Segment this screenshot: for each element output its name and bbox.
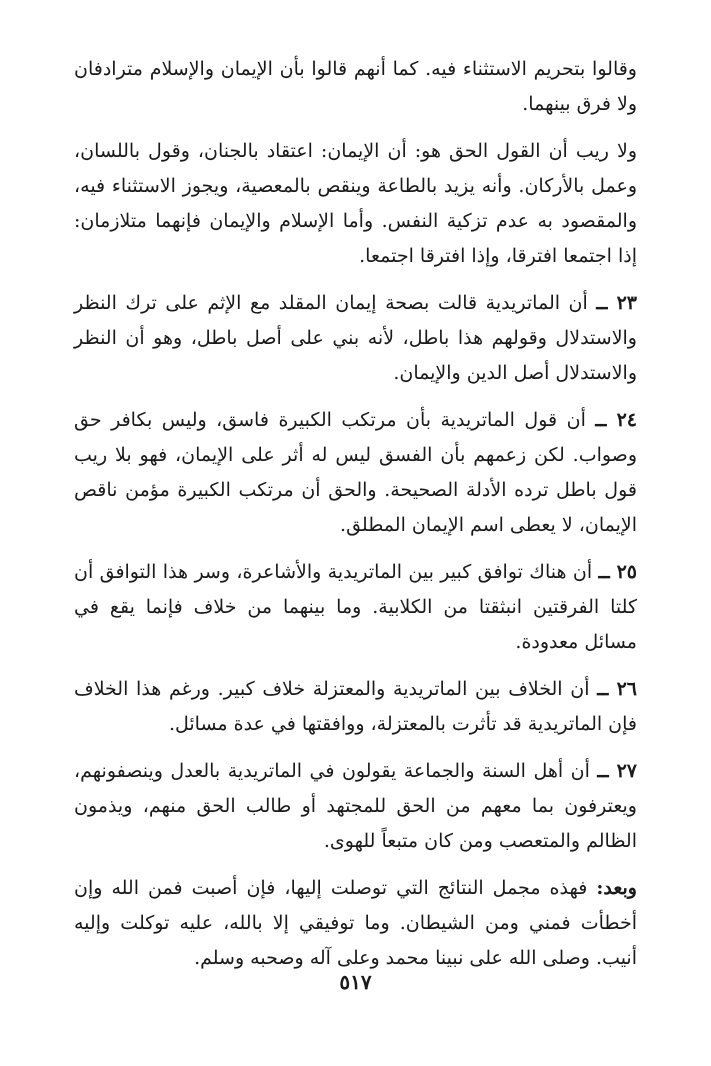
paragraph-number: ٢٧ ــ (597, 760, 637, 782)
paragraph-conclusion (74, 871, 637, 976)
paragraph-24 (74, 403, 637, 543)
paragraph-text: فهذه مجمل النتائج التي توصلت إليها، فإن أصبت فمن الله وإن أخطأت فمني ومن الشيطان. وما توفيقي إلا بالله، عليه توكلت وإليه أنيب. وصلى الله على نبينا محمد وعلى آله وصحبه وسلم. (74, 877, 637, 969)
paragraph-23 (74, 286, 637, 391)
paragraph-text: أن الماتريدية قالت بصحة إيمان المقلد مع الإثم على ترك النظر والاستدلال وقولهم هذا باطل، لأنه بني على أصل باطل، وهو أن النظر والاستدلال أصل الدين والإيمان. (74, 292, 637, 384)
paragraph-text: أن الخلاف بين الماتريدية والمعتزلة خلاف كبير. ورغم هذا الخلاف فإن الماتريدية قد تأثرت بالمعتزلة، ووافقتها في عدة مسائل. (74, 678, 637, 735)
paragraph-number: ٢٦ ــ (597, 678, 637, 700)
paragraph-27 (74, 754, 637, 859)
conclusion-lead: وبعد: (596, 877, 637, 899)
paragraph-number: ٢٥ ــ (598, 561, 638, 583)
page-number: ٥١٧ (339, 970, 372, 994)
paragraph-text: أن قول الماتريدية بأن مرتكب الكبيرة فاسق، وليس بكافر حق وصواب. لكن زعمهم بأن الفسق ليس له أثر على الإيمان، فهو بلا ريب قول باطل ترده الأدلة الصحيحة. والحق أن مرتكب الكبيرة مؤمن ناقص الإيمان، لا يعطى اسم الإيمان المطلق. (74, 409, 637, 536)
paragraph-number: ٢٣ ــ (596, 292, 637, 314)
paragraph-26 (74, 672, 637, 742)
paragraph-text: ولا ريب أن القول الحق هو: أن الإيمان: اعتقاد بالجنان، وقول باللسان، وعمل بالأركان. وأنه يزيد بالطاعة وينقص بالمعصية، ويجوز الاستثناء فيه، والمقصود به عدم تزكية النفس. وأما الإسلام والإيمان فإنهما متلازمان: إذا اجتمعا افترقا، وإذا افترقا اجتمعا. (74, 140, 637, 267)
paragraph-25 (74, 555, 637, 660)
paragraph-text: أن هناك توافق كبير بين الماتريدية والأشاعرة، وسر هذا التوافق أن كلتا الفرقتين انبثقتا من الكلابية. وما بينهما من خلاف فإنما يقع في مسائل معدودة. (74, 561, 637, 653)
paragraph-continued (74, 52, 637, 122)
paragraph-iman-definition (74, 134, 637, 274)
paragraph-number: ٢٤ ــ (595, 409, 637, 431)
body-text (74, 52, 637, 976)
paragraph-text: وقالوا بتحريم الاستثناء فيه. كما أنهم قالوا بأن الإيمان والإسلام مترادفان ولا فرق بينهما. (74, 58, 637, 115)
paragraph-text: أن أهل السنة والجماعة يقولون في الماتريدية بالعدل وينصفونهم، ويعترفون بما معهم من الحق للمجتهد أو طالب الحق منهم، ويذمون الظالم والمتعصب ومن كان متبعاً للهوى. (74, 760, 637, 852)
